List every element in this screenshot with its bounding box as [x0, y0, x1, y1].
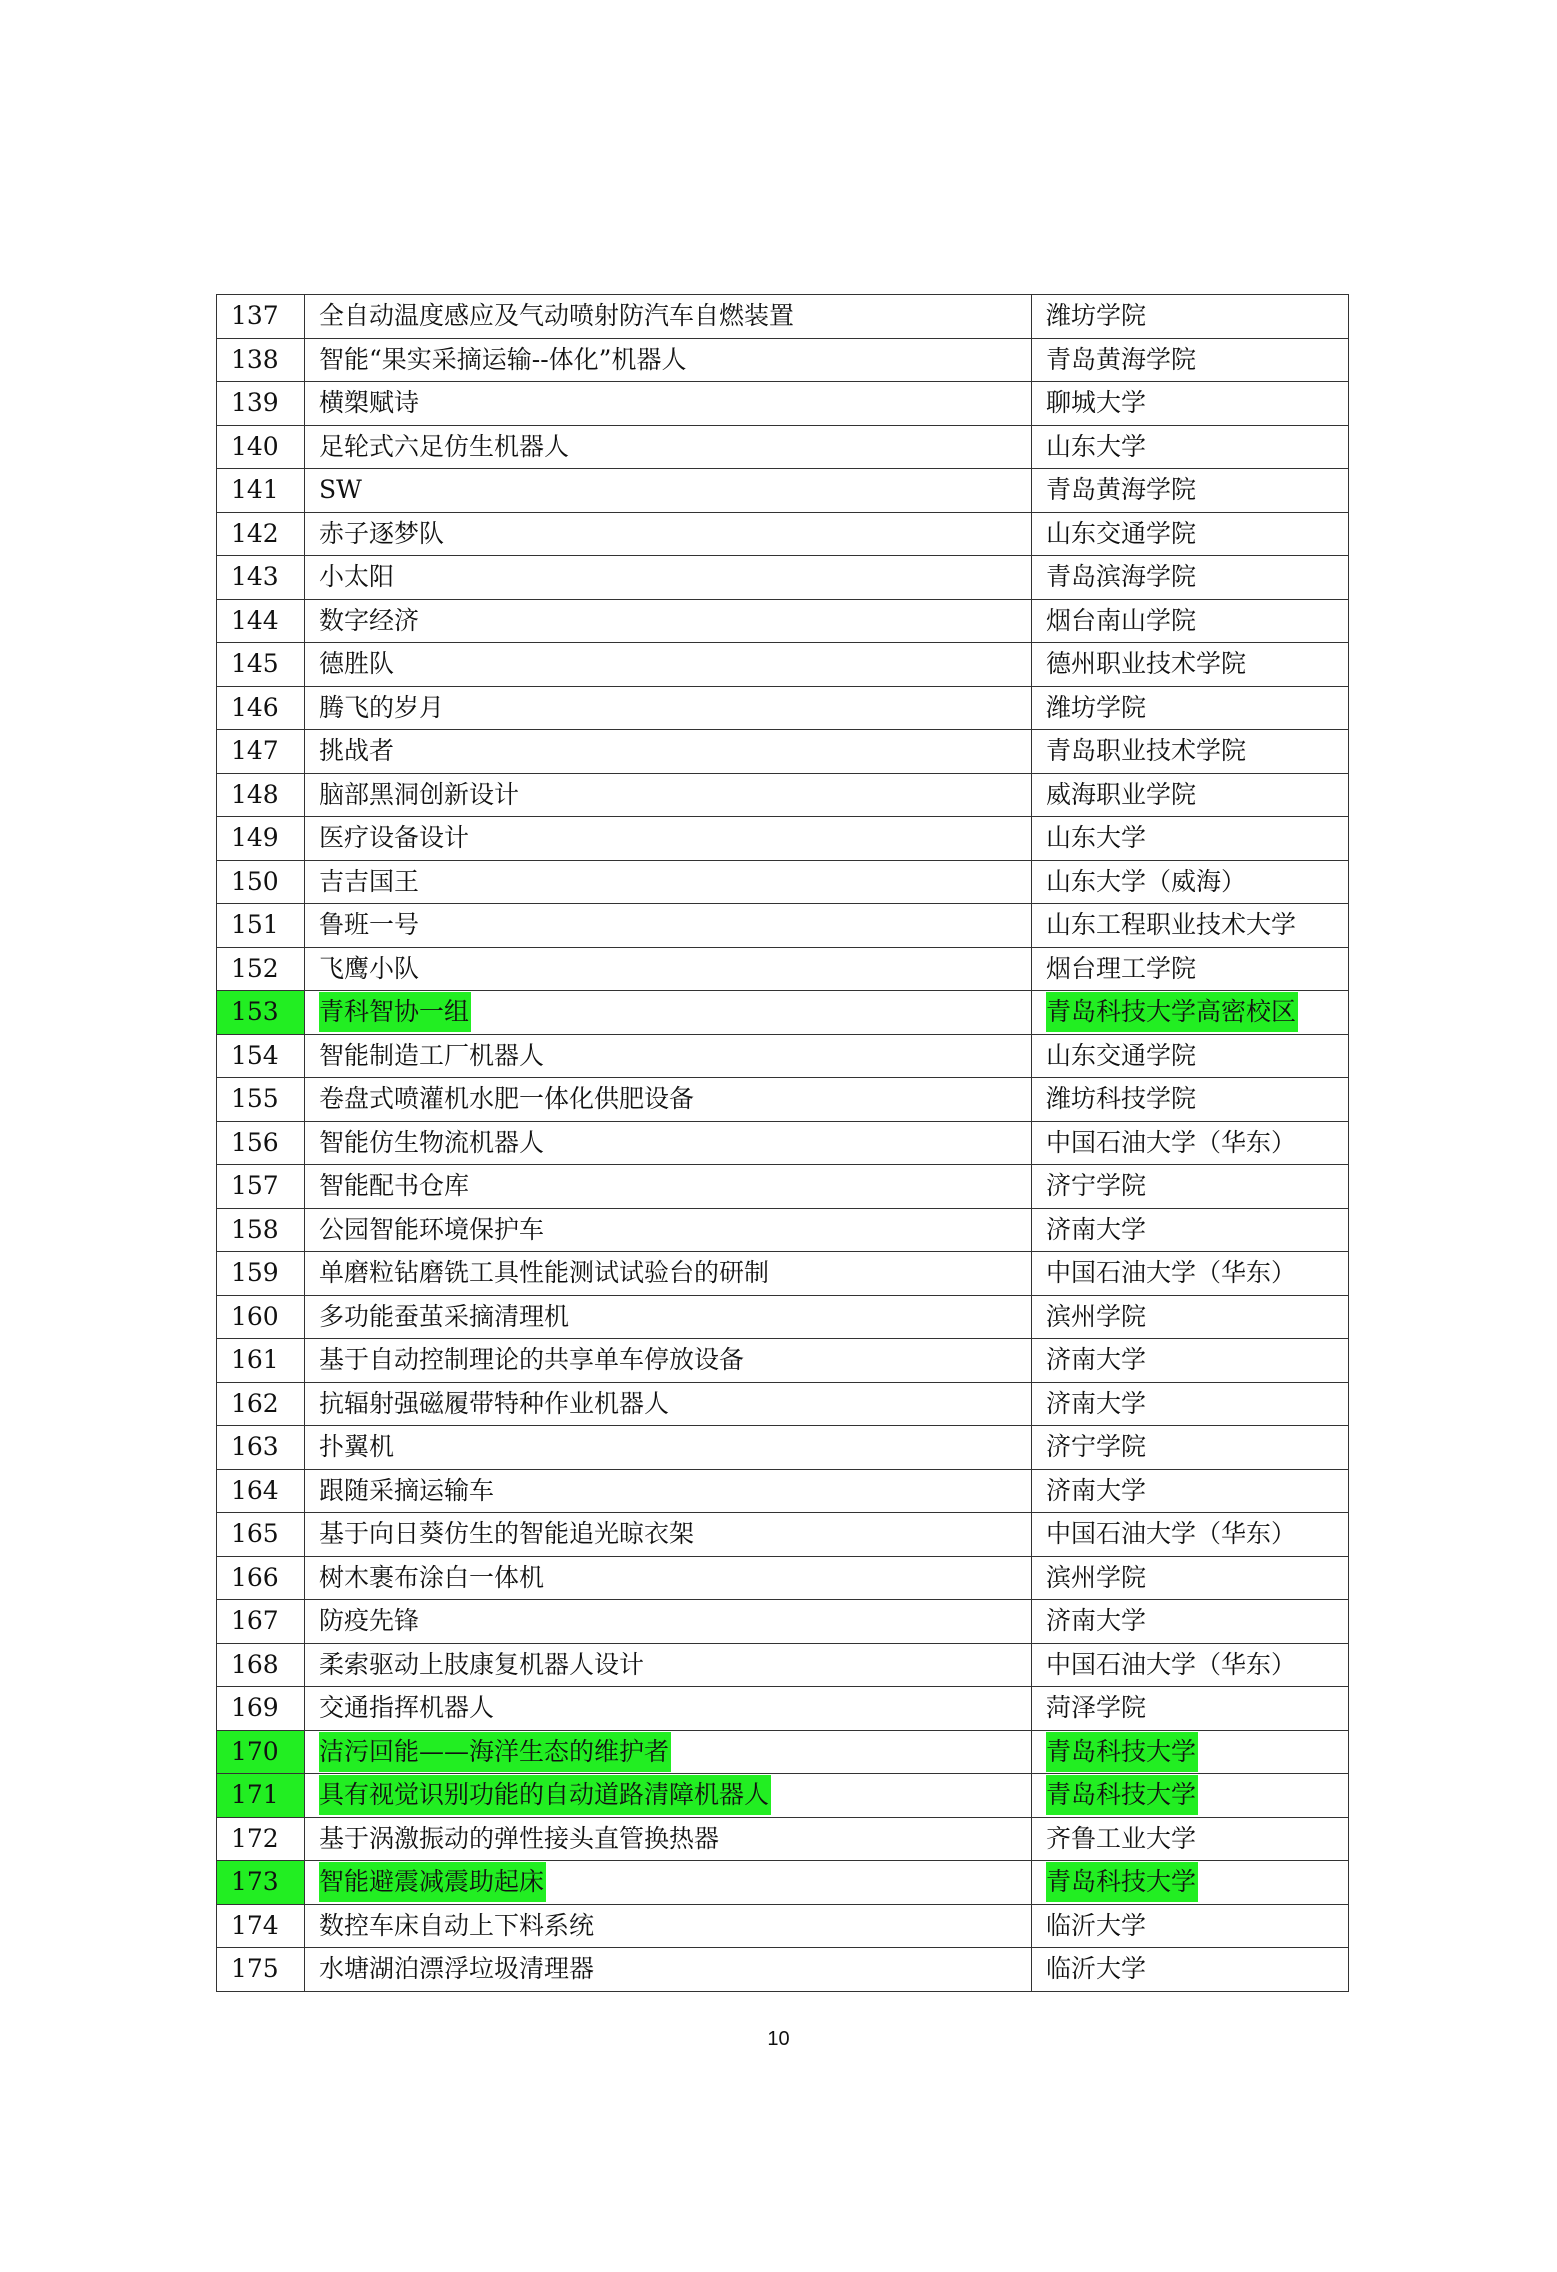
row-number-text: 159 — [231, 1258, 279, 1288]
school-cell — [1032, 991, 1349, 1035]
table-row — [217, 425, 1349, 469]
row-number-text: 150 — [231, 866, 279, 896]
row-number-text: 160 — [231, 1301, 279, 1331]
row-number-cell — [217, 860, 305, 904]
project-name-cell — [305, 512, 1032, 556]
project-name-text: 水塘湖泊漂浮垃圾清理器 — [319, 1954, 595, 1984]
row-number-text: 137 — [231, 301, 279, 331]
row-number-cell — [217, 1904, 305, 1948]
row-number-text: 168 — [231, 1649, 279, 1679]
table-row — [217, 1904, 1349, 1948]
row-number-text: 139 — [231, 388, 279, 418]
row-number-text: 152 — [231, 953, 279, 983]
project-name-cell — [305, 469, 1032, 513]
school-cell — [1032, 425, 1349, 469]
school-text: 聊城大学 — [1046, 388, 1147, 418]
row-number-cell — [217, 904, 305, 948]
row-number-text: 141 — [231, 475, 279, 505]
school-text: 济南大学 — [1046, 1475, 1147, 1505]
school-cell — [1032, 295, 1349, 339]
table-row — [217, 643, 1349, 687]
project-name-cell — [305, 686, 1032, 730]
project-name-cell — [305, 295, 1032, 339]
row-number-text: 147 — [231, 736, 279, 766]
project-name-cell — [305, 773, 1032, 817]
row-number-cell — [217, 1034, 305, 1078]
table-body — [217, 295, 1349, 1992]
table-row — [217, 469, 1349, 513]
row-number-text: 148 — [231, 779, 279, 809]
table-row — [217, 1208, 1349, 1252]
table-row — [217, 1382, 1349, 1426]
project-name-text: 吉吉国王 — [319, 866, 420, 896]
row-number-cell — [217, 686, 305, 730]
row-number-text: 164 — [231, 1475, 279, 1505]
table-row — [217, 1034, 1349, 1078]
school-cell — [1032, 1426, 1349, 1470]
row-number-text: 173 — [231, 1867, 279, 1897]
project-name-text: 医疗设备设计 — [319, 823, 470, 853]
school-text: 济南大学 — [1046, 1214, 1147, 1244]
row-number-cell — [217, 338, 305, 382]
school-text: 潍坊科技学院 — [1046, 1084, 1197, 1114]
project-name-text: 单磨粒钻磨铣工具性能测试试验台的研制 — [319, 1258, 770, 1288]
row-number-text: 157 — [231, 1171, 279, 1201]
table-row — [217, 1817, 1349, 1861]
project-name-text: 小太阳 — [319, 562, 395, 592]
row-number-cell — [217, 643, 305, 687]
school-text: 潍坊学院 — [1046, 301, 1147, 331]
project-name-text: 交通指挥机器人 — [319, 1693, 495, 1723]
school-cell — [1032, 1252, 1349, 1296]
school-cell — [1032, 817, 1349, 861]
row-number-text: 142 — [231, 518, 279, 548]
project-name-text: 全自动温度感应及气动喷射防汽车自燃装置 — [319, 301, 795, 331]
row-number-text: 169 — [231, 1693, 279, 1723]
project-name-text: 横槊赋诗 — [319, 388, 420, 418]
row-number-text: 144 — [231, 605, 279, 635]
school-cell — [1032, 1730, 1349, 1774]
project-name-cell — [305, 1034, 1032, 1078]
school-text: 济南大学 — [1046, 1388, 1147, 1418]
school-cell — [1032, 512, 1349, 556]
row-number-cell — [217, 295, 305, 339]
row-number-cell — [217, 1426, 305, 1470]
project-name-text: 具有视觉识别功能的自动道路清障机器人 — [319, 1775, 771, 1815]
table-row — [217, 1078, 1349, 1122]
table-row — [217, 1165, 1349, 1209]
project-name-text: 基于向日葵仿生的智能追光晾衣架 — [319, 1519, 695, 1549]
table-row — [217, 817, 1349, 861]
project-name-cell — [305, 1208, 1032, 1252]
project-name-cell — [305, 643, 1032, 687]
project-name-cell — [305, 1774, 1032, 1818]
project-table — [216, 294, 1349, 1992]
project-name-text: 青科智协一组 — [319, 992, 471, 1032]
school-text: 青岛滨海学院 — [1046, 562, 1197, 592]
project-name-cell — [305, 1904, 1032, 1948]
school-cell — [1032, 1208, 1349, 1252]
project-name-cell — [305, 1295, 1032, 1339]
project-name-cell — [305, 1687, 1032, 1731]
row-number-cell — [217, 1687, 305, 1731]
row-number-cell — [217, 1643, 305, 1687]
project-name-text: 脑部黑洞创新设计 — [319, 779, 520, 809]
school-text: 山东大学 — [1046, 431, 1147, 461]
table-row — [217, 1556, 1349, 1600]
school-text: 中国石油大学（华东） — [1046, 1127, 1297, 1157]
school-text: 山东大学（威海） — [1046, 866, 1247, 896]
row-number-cell — [217, 1774, 305, 1818]
row-number-cell — [217, 1208, 305, 1252]
row-number-text: 149 — [231, 823, 279, 853]
row-number-text: 138 — [231, 344, 279, 374]
school-text: 青岛职业技术学院 — [1046, 736, 1247, 766]
row-number-cell — [217, 382, 305, 426]
project-name-text: 足轮式六足仿生机器人 — [319, 431, 570, 461]
school-cell — [1032, 1469, 1349, 1513]
project-name-cell — [305, 1382, 1032, 1426]
row-number-text: 155 — [231, 1084, 279, 1114]
row-number-text: 165 — [231, 1519, 279, 1549]
school-cell — [1032, 1643, 1349, 1687]
table-row — [217, 1730, 1349, 1774]
table-row — [217, 1643, 1349, 1687]
row-number-text: 167 — [231, 1606, 279, 1636]
table-row — [217, 730, 1349, 774]
project-name-text: 腾飞的岁月 — [319, 692, 445, 722]
row-number-cell — [217, 730, 305, 774]
project-name-cell — [305, 425, 1032, 469]
school-text: 济南大学 — [1046, 1345, 1147, 1375]
project-name-cell — [305, 1861, 1032, 1905]
school-text: 中国石油大学（华东） — [1046, 1258, 1297, 1288]
school-cell — [1032, 1948, 1349, 1992]
table-row — [217, 904, 1349, 948]
row-number-text: 156 — [231, 1127, 279, 1157]
project-name-text: 抗辐射强磁履带特种作业机器人 — [319, 1388, 670, 1418]
school-text: 济南大学 — [1046, 1606, 1147, 1636]
project-name-text: 数控车床自动上下料系统 — [319, 1910, 595, 1940]
school-text: 烟台南山学院 — [1046, 605, 1197, 635]
row-number-cell — [217, 1730, 305, 1774]
project-name-text: 洁污回能——海洋生态的维护者 — [319, 1732, 671, 1772]
school-cell — [1032, 1600, 1349, 1644]
project-name-text: 飞鹰小队 — [319, 953, 420, 983]
table-row — [217, 599, 1349, 643]
row-number-text: 153 — [231, 997, 279, 1027]
project-name-cell — [305, 1600, 1032, 1644]
project-name-cell — [305, 382, 1032, 426]
project-name-cell — [305, 947, 1032, 991]
table-row — [217, 686, 1349, 730]
row-number-cell — [217, 1469, 305, 1513]
page-number: 10 — [767, 2028, 790, 2050]
row-number-text: 170 — [231, 1736, 279, 1766]
school-cell — [1032, 1513, 1349, 1557]
project-name-cell — [305, 556, 1032, 600]
table-row — [217, 860, 1349, 904]
project-name-text: 赤子逐梦队 — [319, 518, 445, 548]
school-cell — [1032, 1904, 1349, 1948]
row-number-text: 161 — [231, 1345, 279, 1375]
school-cell — [1032, 904, 1349, 948]
row-number-text: 166 — [231, 1562, 279, 1592]
project-name-cell — [305, 599, 1032, 643]
table-row — [217, 1469, 1349, 1513]
school-text: 潍坊学院 — [1046, 692, 1147, 722]
project-name-text: 扑翼机 — [319, 1432, 395, 1462]
school-text: 青岛科技大学 — [1046, 1732, 1198, 1772]
project-name-text: 防疫先锋 — [319, 1606, 420, 1636]
school-text: 山东交通学院 — [1046, 1040, 1197, 1070]
project-name-cell — [305, 1643, 1032, 1687]
project-name-cell — [305, 817, 1032, 861]
project-name-text: 挑战者 — [319, 736, 395, 766]
project-name-cell — [305, 1078, 1032, 1122]
school-cell — [1032, 338, 1349, 382]
school-text: 青岛科技大学 — [1046, 1775, 1198, 1815]
row-number-cell — [217, 469, 305, 513]
project-name-text: 柔索驱动上肢康复机器人设计 — [319, 1649, 645, 1679]
row-number-cell — [217, 947, 305, 991]
row-number-text: 143 — [231, 562, 279, 592]
row-number-cell — [217, 599, 305, 643]
school-text: 中国石油大学（华东） — [1046, 1649, 1297, 1679]
row-number-text: 145 — [231, 649, 279, 679]
row-number-text: 162 — [231, 1388, 279, 1418]
table-row — [217, 1426, 1349, 1470]
project-name-text: 智能避震减震助起床 — [319, 1862, 546, 1902]
row-number-cell — [217, 1339, 305, 1383]
school-text: 中国石油大学（华东） — [1046, 1519, 1297, 1549]
school-text: 济宁学院 — [1046, 1171, 1147, 1201]
table-row — [217, 1861, 1349, 1905]
row-number-text: 140 — [231, 431, 279, 461]
row-number-cell — [217, 1556, 305, 1600]
row-number-text: 175 — [231, 1954, 279, 1984]
school-text: 菏泽学院 — [1046, 1693, 1147, 1723]
project-name-cell — [305, 1252, 1032, 1296]
school-cell — [1032, 686, 1349, 730]
school-text: 滨州学院 — [1046, 1301, 1147, 1331]
row-number-cell — [217, 1382, 305, 1426]
school-cell — [1032, 1382, 1349, 1426]
row-number-cell — [217, 991, 305, 1035]
project-name-cell — [305, 338, 1032, 382]
project-name-text: 智能制造工厂机器人 — [319, 1040, 545, 1070]
school-cell — [1032, 1165, 1349, 1209]
row-number-cell — [217, 1513, 305, 1557]
row-number-cell — [217, 556, 305, 600]
school-cell — [1032, 556, 1349, 600]
school-text: 临沂大学 — [1046, 1910, 1147, 1940]
school-cell — [1032, 599, 1349, 643]
school-text: 青岛黄海学院 — [1046, 475, 1197, 505]
row-number-cell — [217, 1078, 305, 1122]
school-cell — [1032, 773, 1349, 817]
project-name-cell — [305, 730, 1032, 774]
table-row — [217, 991, 1349, 1035]
school-text: 青岛科技大学高密校区 — [1046, 992, 1298, 1032]
school-cell — [1032, 1817, 1349, 1861]
project-name-text: 多功能蚕茧采摘清理机 — [319, 1301, 570, 1331]
project-name-text: 公园智能环境保护车 — [319, 1214, 545, 1244]
school-cell — [1032, 382, 1349, 426]
project-name-text: 鲁班一号 — [319, 910, 420, 940]
row-number-cell — [217, 773, 305, 817]
project-name-cell — [305, 1469, 1032, 1513]
project-name-cell — [305, 860, 1032, 904]
row-number-cell — [217, 1121, 305, 1165]
school-cell — [1032, 643, 1349, 687]
table-row — [217, 295, 1349, 339]
row-number-cell — [217, 1165, 305, 1209]
project-name-cell — [305, 1730, 1032, 1774]
school-text: 济宁学院 — [1046, 1432, 1147, 1462]
project-name-cell — [305, 904, 1032, 948]
school-cell — [1032, 1556, 1349, 1600]
school-cell — [1032, 1078, 1349, 1122]
table-row — [217, 382, 1349, 426]
school-cell — [1032, 1295, 1349, 1339]
project-name-text: 数字经济 — [319, 605, 420, 635]
table-row — [217, 1513, 1349, 1557]
row-number-text: 172 — [231, 1823, 279, 1853]
school-text: 临沂大学 — [1046, 1954, 1147, 1984]
row-number-text: 151 — [231, 910, 279, 940]
table-row — [217, 947, 1349, 991]
project-name-text: 智能配书仓库 — [319, 1171, 470, 1201]
row-number-text: 146 — [231, 692, 279, 722]
project-name-text: 基于涡激振动的弹性接头直管换热器 — [319, 1823, 720, 1853]
school-text: 德州职业技术学院 — [1046, 649, 1247, 679]
school-cell — [1032, 1339, 1349, 1383]
table-row — [217, 512, 1349, 556]
row-number-text: 163 — [231, 1432, 279, 1462]
school-cell — [1032, 730, 1349, 774]
row-number-cell — [217, 1252, 305, 1296]
table-row — [217, 338, 1349, 382]
school-cell — [1032, 947, 1349, 991]
row-number-text: 154 — [231, 1040, 279, 1070]
project-name-cell — [305, 1817, 1032, 1861]
row-number-cell — [217, 1948, 305, 1992]
project-name-cell — [305, 991, 1032, 1035]
row-number-cell — [217, 1861, 305, 1905]
school-text: 威海职业学院 — [1046, 779, 1197, 809]
school-text: 山东交通学院 — [1046, 518, 1197, 548]
school-text: 青岛黄海学院 — [1046, 344, 1197, 374]
project-name-text: 德胜队 — [319, 649, 395, 679]
row-number-cell — [217, 512, 305, 556]
project-name-cell — [305, 1339, 1032, 1383]
project-name-text: 智能仿生物流机器人 — [319, 1127, 545, 1157]
school-cell — [1032, 1774, 1349, 1818]
school-text: 山东工程职业技术大学 — [1046, 910, 1297, 940]
row-number-cell — [217, 1600, 305, 1644]
project-name-cell — [305, 1513, 1032, 1557]
project-name-text: 智能“果实采摘运输--体化”机器人 — [319, 344, 687, 374]
school-cell — [1032, 1034, 1349, 1078]
row-number-cell — [217, 1295, 305, 1339]
table-row — [217, 1252, 1349, 1296]
project-name-text: SW — [319, 475, 362, 505]
table-row — [217, 1600, 1349, 1644]
school-cell — [1032, 469, 1349, 513]
table-row — [217, 1687, 1349, 1731]
project-name-text: 跟随采摘运输车 — [319, 1475, 495, 1505]
row-number-cell — [217, 425, 305, 469]
school-cell — [1032, 1121, 1349, 1165]
table-row — [217, 1295, 1349, 1339]
project-name-cell — [305, 1121, 1032, 1165]
school-cell — [1032, 1687, 1349, 1731]
school-cell — [1032, 860, 1349, 904]
table-row — [217, 1339, 1349, 1383]
table-row — [217, 1774, 1349, 1818]
school-text: 青岛科技大学 — [1046, 1862, 1198, 1902]
row-number-text: 174 — [231, 1910, 279, 1940]
project-name-text: 卷盘式喷灌机水肥一体化供肥设备 — [319, 1084, 695, 1114]
table-row — [217, 1948, 1349, 1992]
project-name-cell — [305, 1948, 1032, 1992]
project-name-cell — [305, 1556, 1032, 1600]
table-row — [217, 556, 1349, 600]
row-number-text: 171 — [231, 1780, 279, 1810]
project-name-text: 基于自动控制理论的共享单车停放设备 — [319, 1345, 745, 1375]
school-cell — [1032, 1861, 1349, 1905]
row-number-text: 158 — [231, 1214, 279, 1244]
school-text: 滨州学院 — [1046, 1562, 1147, 1592]
school-text: 烟台理工学院 — [1046, 953, 1197, 983]
table-row — [217, 773, 1349, 817]
school-text: 山东大学 — [1046, 823, 1147, 853]
project-name-cell — [305, 1426, 1032, 1470]
row-number-cell — [217, 817, 305, 861]
project-name-cell — [305, 1165, 1032, 1209]
school-text: 齐鲁工业大学 — [1046, 1823, 1197, 1853]
row-number-cell — [217, 1817, 305, 1861]
project-name-text: 树木裹布涂白一体机 — [319, 1562, 545, 1592]
table-row — [217, 1121, 1349, 1165]
